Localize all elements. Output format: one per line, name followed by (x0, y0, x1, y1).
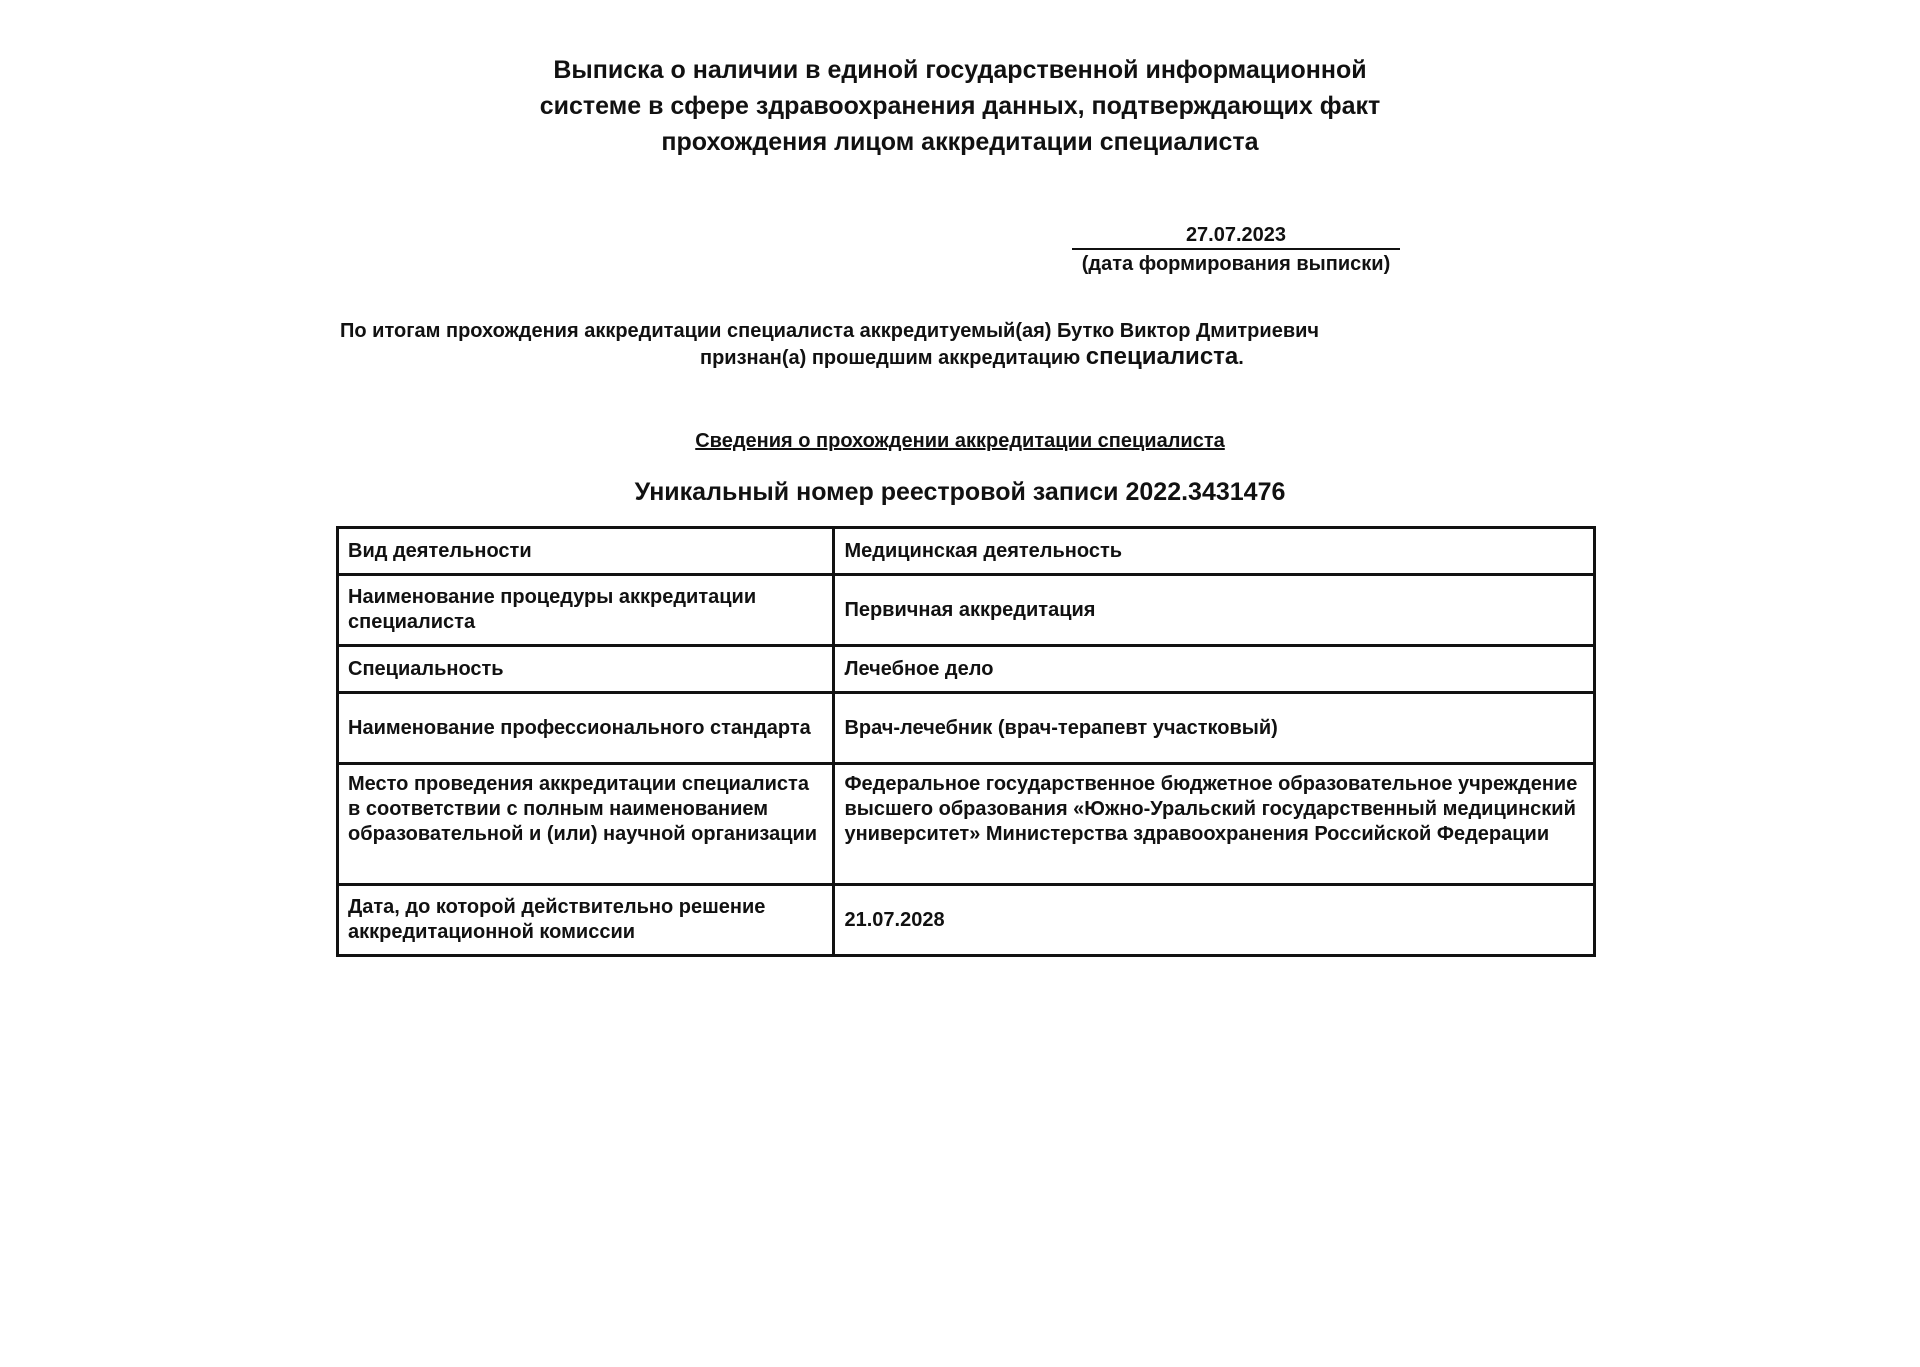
statement-line-2-emphasis: специалиста (1085, 343, 1239, 370)
table-row (338, 646, 1595, 693)
accreditation-statement (340, 318, 1380, 371)
row-label: Специальность (338, 646, 834, 693)
row-value: Врач-лечебник (врач-терапевт участковый) (834, 693, 1595, 764)
table-row (338, 528, 1595, 575)
row-value: Медицинская деятельность (834, 528, 1595, 575)
row-label: Место проведения аккредитации специалиста в соответствии с полным наименованием образовательной и (или) научной организации (338, 764, 834, 885)
title-line: системе в сфере здравоохранения данных, подтверждающих факт (539, 92, 1381, 120)
statement-line-2-suffix: . (1238, 347, 1244, 369)
row-label: Вид деятельности (338, 528, 834, 575)
registry-number (0, 476, 1920, 508)
row-value: Первичная аккредитация (834, 575, 1595, 646)
table-row (338, 575, 1595, 646)
accreditation-details-table (336, 526, 1596, 957)
title-line: Выписка о наличии в единой государственной информационной (553, 56, 1367, 84)
title-line: прохождения лицом аккредитации специалиста (661, 128, 1259, 156)
registry-number-text: Уникальный номер реестровой записи 2022.3431476 (634, 478, 1286, 506)
table-row (338, 885, 1595, 956)
row-label: Наименование процедуры аккредитации специалиста (338, 575, 834, 646)
statement-line-1: По итогам прохождения аккредитации специалиста аккредитуемый(ая) Бутко Виктор Дмитриевич (340, 320, 1320, 342)
row-value: Федеральное государственное бюджетное образовательное учреждение высшего образования «Южно-Уральский государственный медицинский университет» Министерства здравоохранения Российской Федерации (834, 764, 1595, 885)
row-label: Дата, до которой действительно решение аккредитационной комиссии (338, 885, 834, 956)
document-title (510, 52, 1410, 160)
row-value: Лечебное дело (834, 646, 1595, 693)
table-row (338, 764, 1595, 885)
section-heading: Сведения о прохождении аккредитации специалиста (695, 430, 1225, 452)
row-value: 21.07.2028 (834, 885, 1595, 956)
table-row (338, 693, 1595, 764)
statement-line-2 (340, 344, 1380, 371)
date-block (1072, 222, 1400, 277)
issue-date: 27.07.2023 (1072, 222, 1400, 250)
issue-date-caption: (дата формирования выписки) (1081, 253, 1391, 275)
row-label: Наименование профессионального стандарта (338, 693, 834, 764)
statement-line-2-prefix: признан(а) прошедшим аккредитацию (700, 347, 1086, 369)
